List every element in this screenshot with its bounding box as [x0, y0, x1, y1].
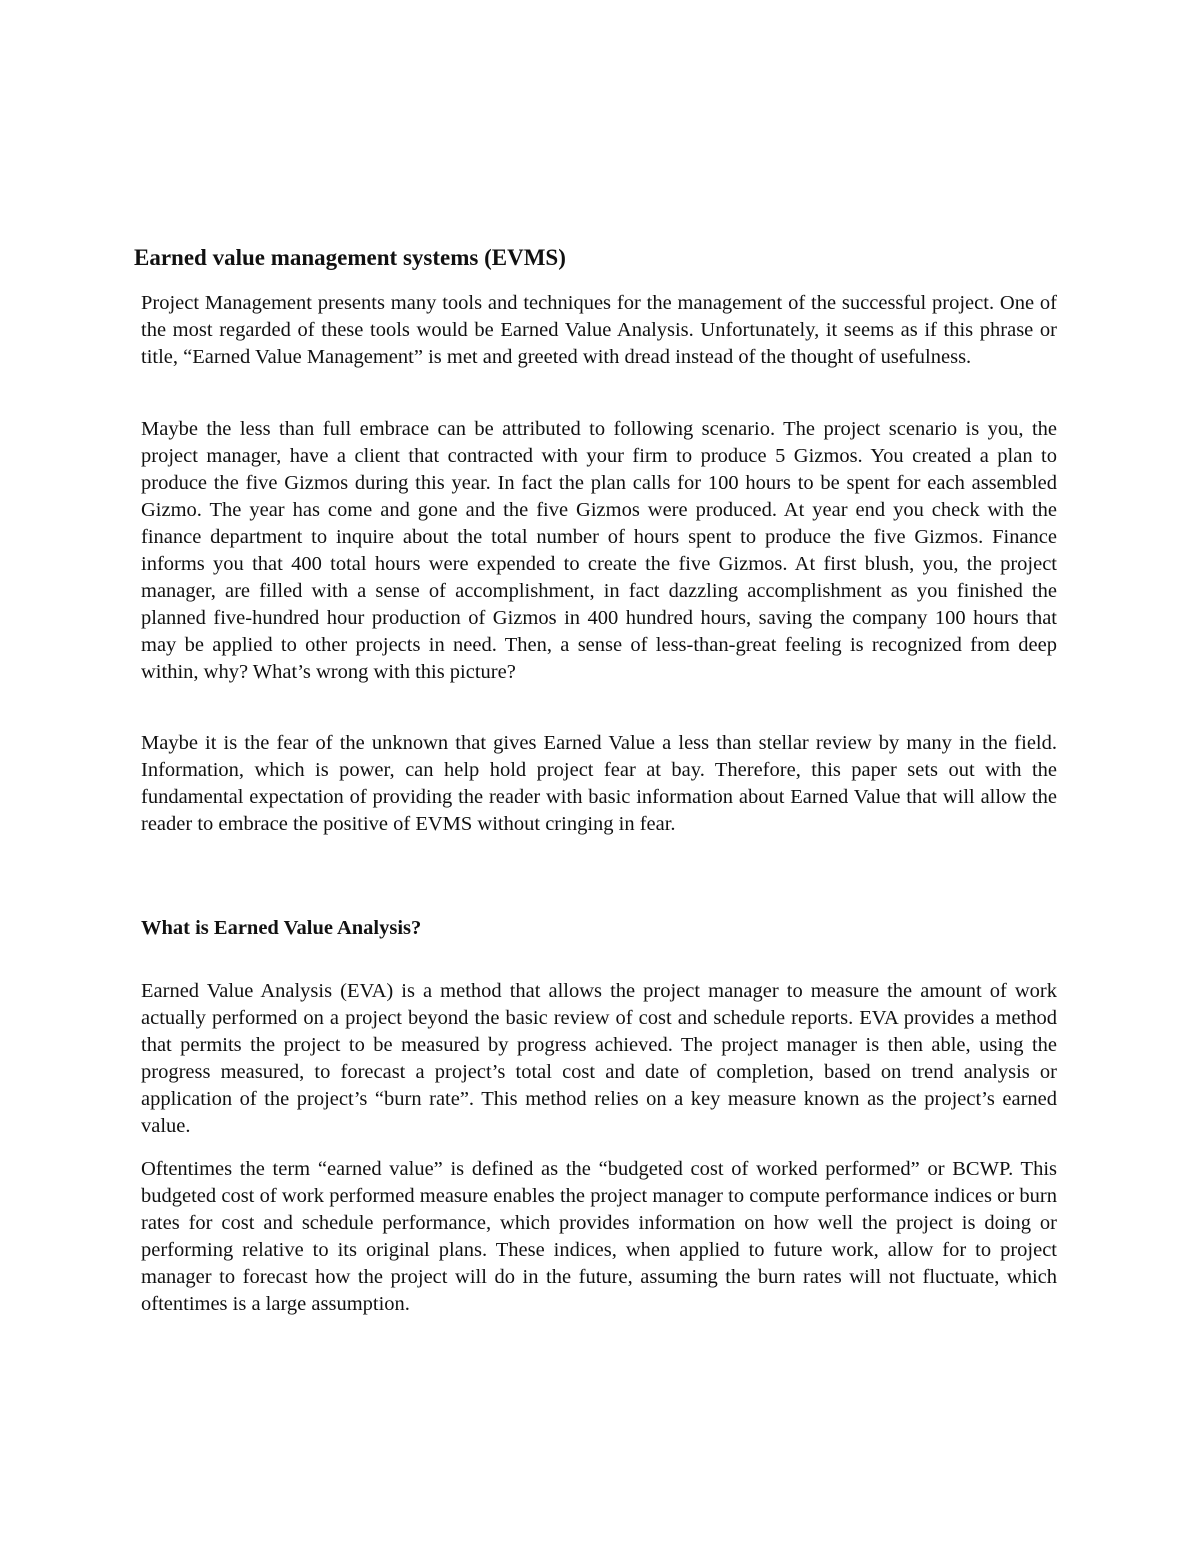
section-paragraph-1: Earned Value Analysis (EVA) is a method that allows the project manager to measure the amount of work actually performed on a project beyond the basic review of cost and schedule reports. EVA provides a method that permits the project to be measured by progress achieved. The project manager is then able, using the progress measured, to forecast a project’s total cost and date of completion, based on trend analysis or application of the project’s “burn rate”. This method relies on a key measure known as the project’s earned value. — [141, 980, 1057, 1137]
section-paragraph-2: Oftentimes the term “earned value” is defined as the “budgeted cost of worked performed” or BCWP. This budgeted cost of work performed measure enables the project manager to compute performance indices or burn rates for cost and schedule performance, which provides information on how well the project is doing or performing relative to its original plans. These indices, when applied to future work, allow for to project manager to forecast how the project will do in the future, assuming the burn rates will not fluctuate, which oftentimes is a large assumption. — [141, 1158, 1057, 1315]
intro-paragraph-2: Maybe the less than full embrace can be attributed to following scenario. The project scenario is you, the project manager, have a client that contracted with your firm to produce 5 Gizmos. You created a plan to produce the five Gizmos during this year. In fact the plan calls for 100 hours to be spent for each assembled Gizmo. The year has come and gone and the five Gizmos were produced. At year end you check with the finance department to inquire about the total number of hours spent to produce the five Gizmos. Finance informs you that 400 total hours were expended to create the five Gizmos. At first blush, you, the project manager, are filled with a sense of accomplishment, in fact dazzling accomplishment as you finished the planned five-hundred hour production of Gizmos in 400 hundred hours, saving the company 100 hours that may be applied to other projects in need. Then, a sense of less-than-great feeling is recognized from deep within, why? What’s wrong with this picture? — [141, 418, 1057, 683]
section-heading: What is Earned Value Analysis? — [141, 917, 422, 939]
intro-paragraph-3: Maybe it is the fear of the unknown that gives Earned Value a less than stellar review by many in the field. Information, which is power, can help hold project fear at bay. Therefore, this paper sets out with the fundamental expectation of providing the reader with basic information about Earned Value that will allow the reader to embrace the positive of EVMS without cringing in fear. — [141, 732, 1057, 835]
document-title: Earned value management systems (EVMS) — [134, 245, 566, 270]
intro-paragraph-1: Project Management presents many tools and techniques for the management of the successful project. One of the most regarded of these tools would be Earned Value Analysis. Unfortunately, it seems as if this phrase or title, “Earned Value Management” is met and greeted with dread instead of the thought of usefulness. — [141, 292, 1057, 368]
